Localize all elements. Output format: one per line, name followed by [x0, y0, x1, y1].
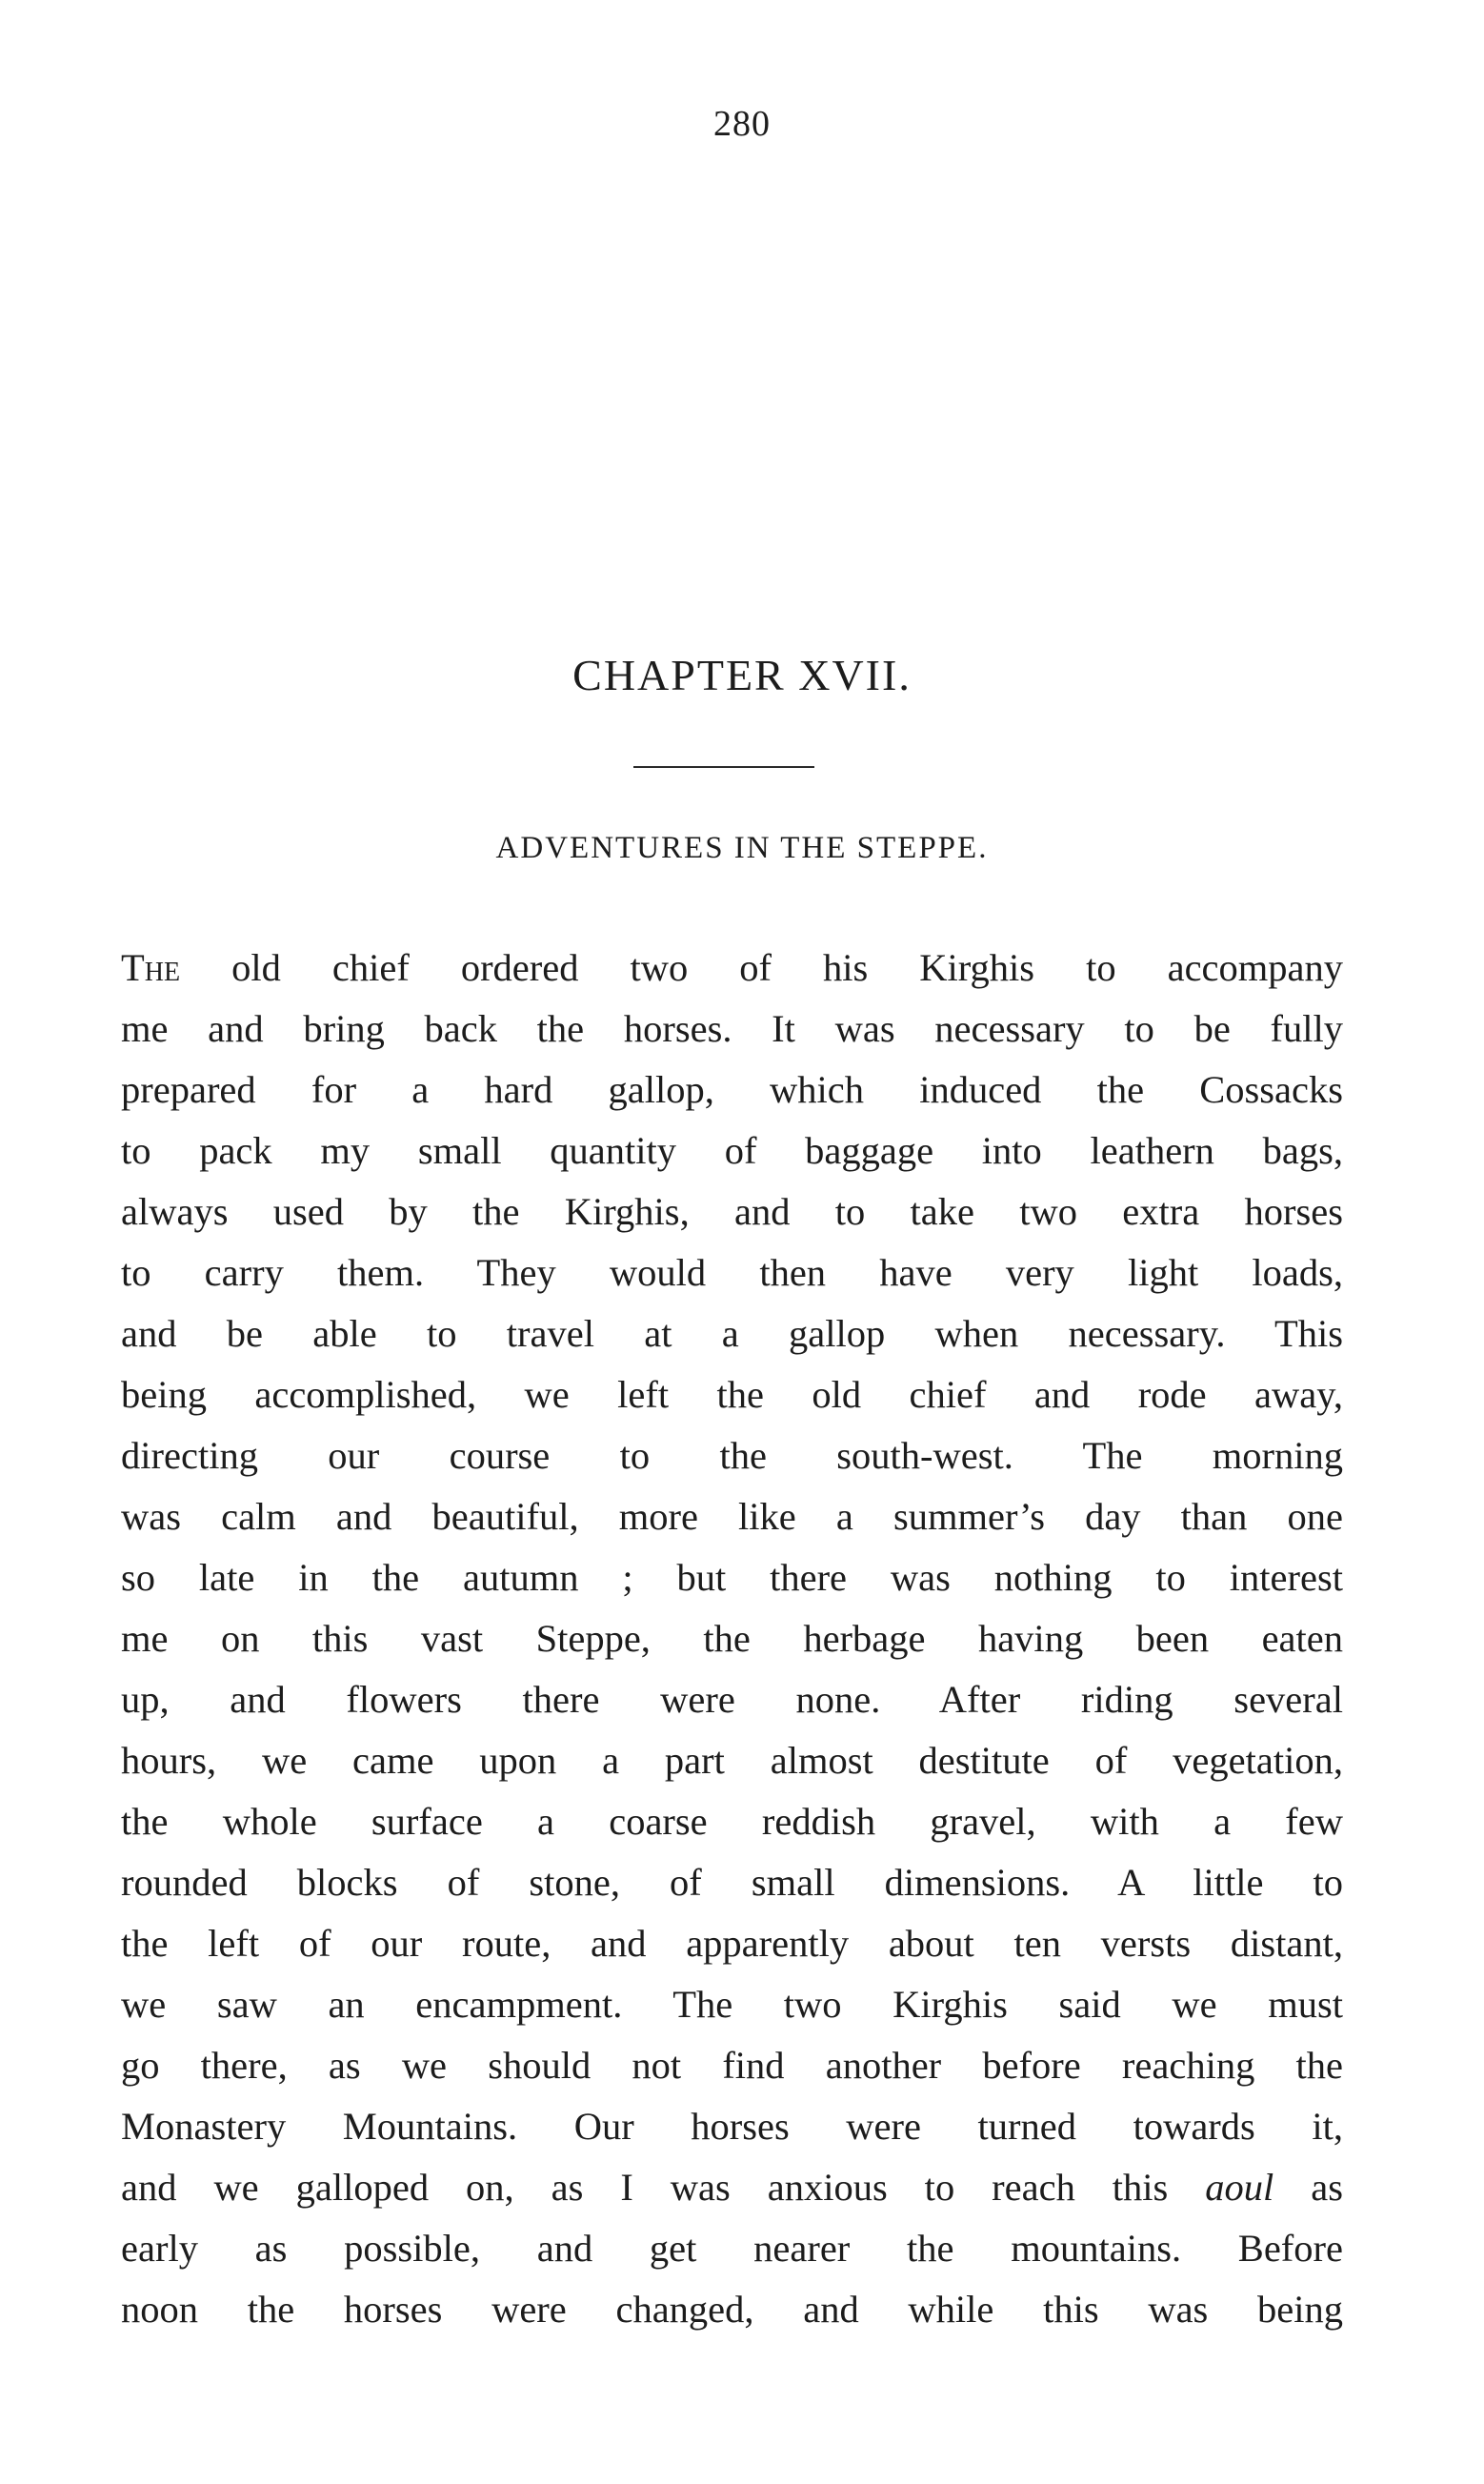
text-line: me and bring back the horses. It was necessary to be fully — [121, 1007, 1343, 1050]
text-line: and be able to travel at a gallop when necessary. This — [121, 1312, 1343, 1355]
text-line: prepared for a hard gallop, which induced the Cossacks — [121, 1068, 1343, 1111]
body-text — [121, 938, 1343, 2340]
text-line: was calm and beautiful, more like a summer’s day than one — [121, 1495, 1343, 1538]
text-line: me on this vast Steppe, the herbage having been eaten — [121, 1617, 1343, 1660]
text-line-content: and we galloped on, as I was anxious to reach this — [121, 2166, 1169, 2209]
text-line — [121, 2157, 1343, 2218]
text-line: we saw an encampment. The two Kirghis said we must — [121, 1983, 1343, 2026]
text-line: to carry them. They would then have very light loads, — [121, 1251, 1343, 1294]
italic-term: aoul — [1205, 2166, 1274, 2209]
text-line: the left of our route, and apparently about ten versts distant, — [121, 1922, 1343, 1965]
page-number: 280 — [713, 104, 771, 144]
chapter-title: CHAPTER XVII. — [572, 651, 912, 699]
text-line: up, and flowers there were none. After riding several — [121, 1678, 1343, 1721]
chapter-subtitle: ADVENTURES IN THE STEPPE. — [495, 831, 989, 865]
text-line: always used by the Kirghis, and to take two extra horses — [121, 1190, 1343, 1233]
text-line: so late in the autumn ; but there was nothing to interest — [121, 1556, 1343, 1599]
text-line: go there, as we should not find another before reaching the — [121, 2044, 1343, 2087]
text-line: Monastery Mountains. Our horses were turned towards it, — [121, 2105, 1343, 2148]
text-line: the whole surface a coarse reddish gravel, with a few — [121, 1800, 1343, 1843]
text-line: directing our course to the south-west. The morning — [121, 1434, 1343, 1477]
chapter-divider — [633, 766, 814, 768]
opening-word: The — [121, 946, 181, 989]
text-line: hours, we came upon a part almost destitute of vegetation, — [121, 1739, 1343, 1782]
text-line: rounded blocks of stone, of small dimensions. A little to — [121, 1861, 1343, 1904]
text-line: early as possible, and get nearer the mountains. Before — [121, 2227, 1343, 2270]
text-line — [121, 938, 1343, 999]
text-line-content: as — [1311, 2166, 1343, 2209]
text-line: being accomplished, we left the old chief and rode away, — [121, 1373, 1343, 1416]
text-line: noon the horses were changed, and while this was being — [121, 2288, 1343, 2331]
text-line: to pack my small quantity of baggage into leathern bags, — [121, 1129, 1343, 1172]
text-line-content: old chief ordered two of his Kirghis to accompany — [231, 946, 1343, 989]
